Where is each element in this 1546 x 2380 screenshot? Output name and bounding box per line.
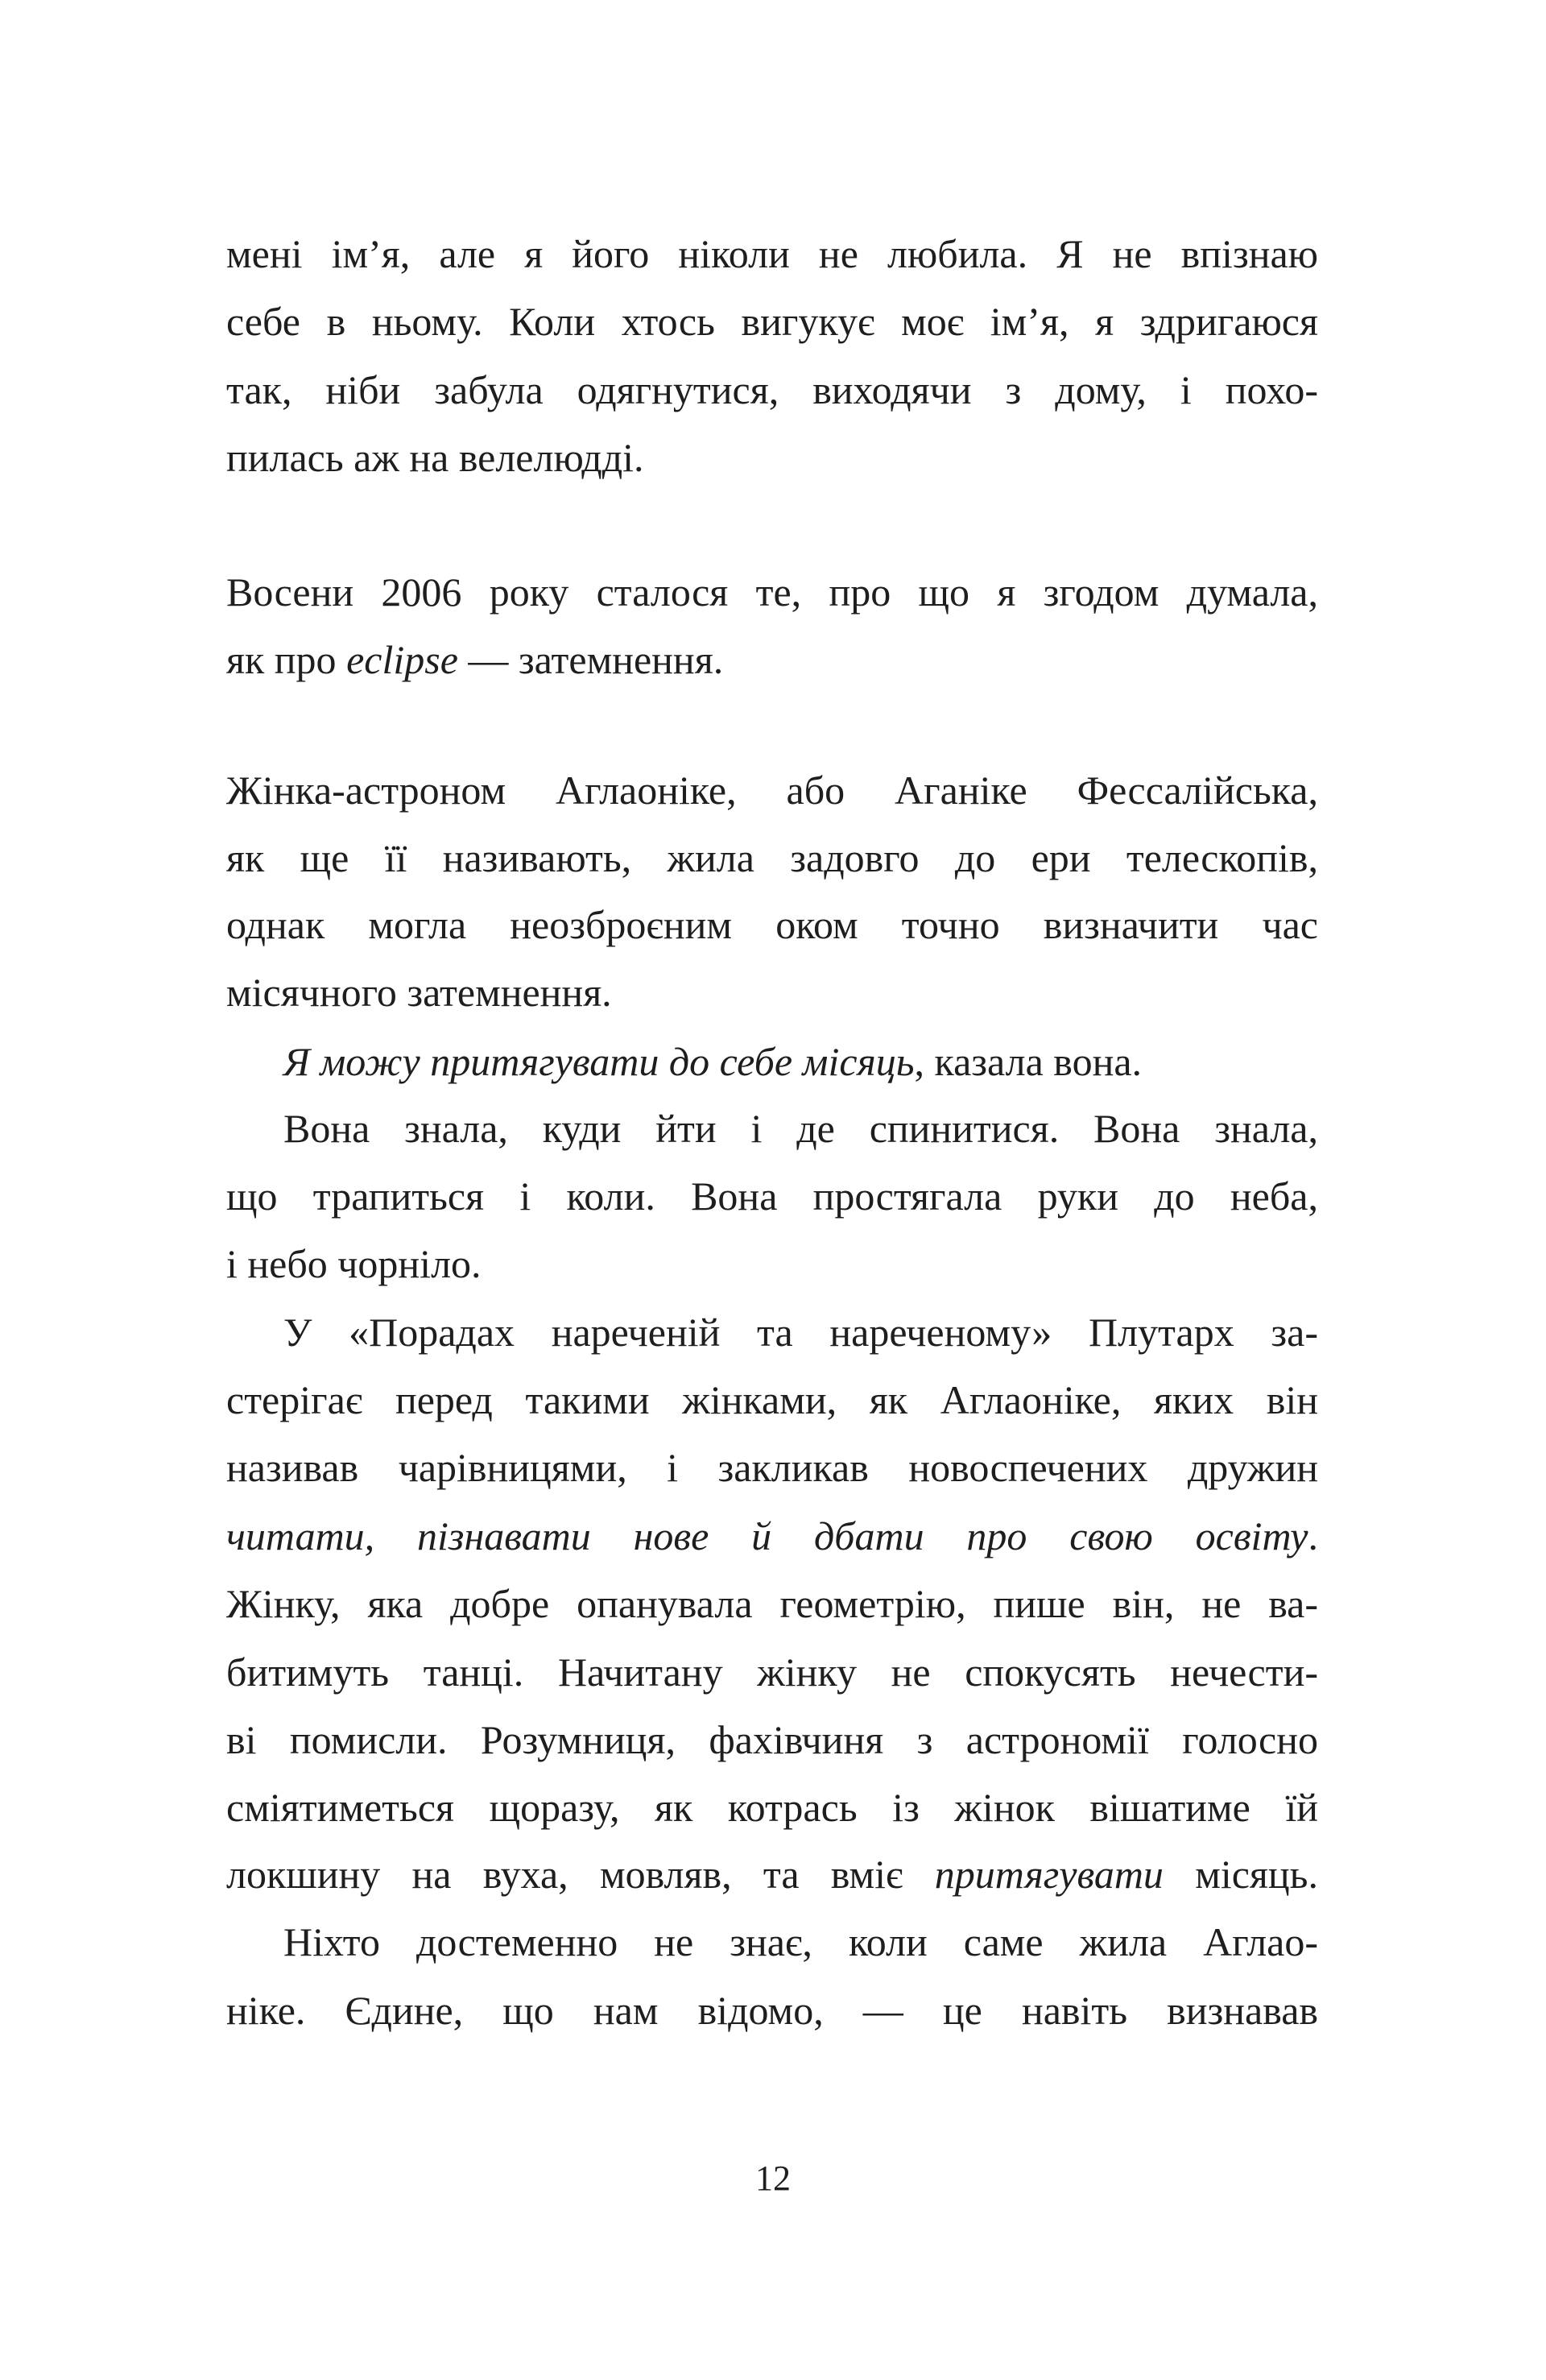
text-line [283,1095,1318,1162]
text-segment: Восени 2006 року сталося те, про що я згодом думала, [226,569,1318,615]
text-segment: . [1308,1513,1318,1558]
text-segment: місяць. [1163,1852,1318,1897]
text-segment: ніке. Єдине, що нам відомо, — це навіть визнавав [226,1988,1318,2033]
text-line [226,1570,1318,1637]
text-segment: однак могла неозброєним оком точно визначити час [226,902,1318,947]
text-line [226,558,1318,626]
text-segment: себе в ньому. Коли хтось вигукує моє ім’я, я здригаюся [226,299,1318,344]
text-line [226,1162,1318,1230]
text-line [226,824,1318,892]
text-segment: місячного затемнення. [226,970,612,1015]
text-line [226,288,1318,355]
text-segment: пилась аж на велелюдді. [226,435,644,480]
text-segment: Вона знала, куди йти і де спинитися. Вона знала, [283,1106,1318,1151]
italic-text: Я можу притягувати до себе місяць [283,1039,915,1084]
text-segment: що трапиться і коли. Вона простягала руки до неба, [226,1173,1318,1219]
text-segment: локшину на вуха, мовляв, та вміє [226,1852,935,1897]
text-segment: , казала вона. [914,1039,1143,1084]
text-segment: мені ім’я, але я його ніколи не любила. Я не впізнаю [226,231,1318,276]
italic-text: читати, пізнавати нове й дбати про свою освіту [226,1513,1308,1558]
text-line [226,756,1318,824]
text-line [226,424,1318,491]
text-segment: сміятиметься щоразу, як котрась із жінок вішатиме їй [226,1785,1318,1830]
text-segment: Ніхто достеменно не знає, коли саме жила Аглао- [283,1919,1318,1964]
text-segment: називав чарівницями, і закликав новоспечених дружин [226,1445,1318,1490]
text-segment: У «Порадах нареченій та нареченому» Плутарх за- [283,1310,1318,1355]
text-line [283,1028,1318,1095]
text-segment: битимуть танці. Начитану жінку не спокусять нечести- [226,1649,1318,1695]
text-segment: як ще її називають, жила задовго до ери телескопів, [226,835,1318,880]
text-line [226,626,1318,693]
text-segment: як про [226,637,347,682]
text-segment: — затемнення. [457,637,724,682]
text-line [226,1502,1318,1570]
italic-text: притягувати [934,1852,1164,1897]
text-segment: так, ніби забула одягнутися, виходячи з дому, і похо- [226,367,1318,412]
text-line [226,1706,1318,1774]
italic-text: eclipse [346,637,458,682]
text-line [226,1230,1318,1298]
text-segment: Жінку, яка добре опанувала геометрію, пише він, не ва- [226,1581,1318,1626]
text-line [226,220,1318,288]
text-line [226,958,1318,1026]
text-segment: стерігає перед такими жінками, як Аглаоніке, яких він [226,1377,1318,1422]
text-line [226,891,1318,958]
text-line [283,1298,1318,1366]
page-number: 12 [755,2159,791,2198]
text-line [226,356,1318,424]
text-line [226,1638,1318,1706]
text-segment: Жінка-астроном Аглаоніке, або Аганіке Фессалійська, [226,768,1318,813]
text-line [226,1366,1318,1434]
text-line [226,1434,1318,1501]
text-segment: і небо чорніло. [226,1241,482,1286]
text-line [226,1774,1318,1841]
text-line [226,1840,1318,1908]
text-line [283,1908,1318,1976]
text-line [226,1976,1318,2044]
text-segment: ві помисли. Розумниця, фахівчиня з астрономії голосно [226,1717,1318,1762]
